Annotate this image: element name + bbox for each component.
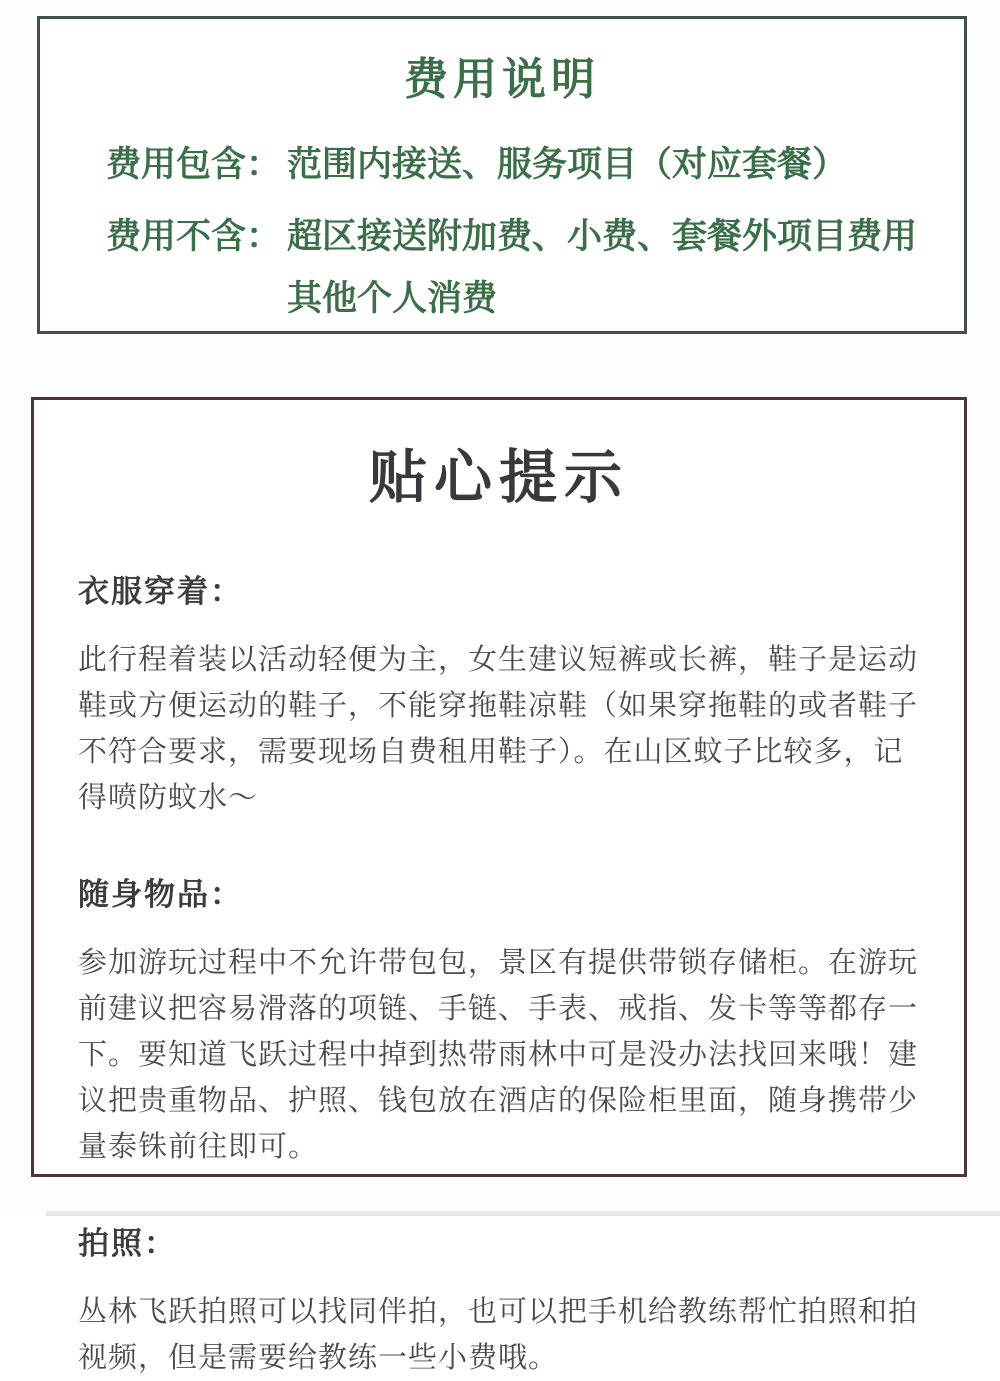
fee-excluded-label: 费用不含： [106,217,282,256]
tip-photo-body: 丛林飞跃拍照可以找同伴拍，也可以把手机给教练帮忙拍照和拍视频，但是需要给教练一些小费哦。 [78,1296,919,1374]
fee-included-content: 范围内接送、服务项目（对应套餐） [287,145,848,184]
tip-section-belongings [78,869,930,1170]
fee-excluded-content-line1: 超区接送附加费、小费、套餐外项目费用 [287,217,918,256]
tip-section-photo [78,1218,930,1381]
tip-clothing-body: 此行程着装以活动轻便为主，女生建议短裤或长裤，鞋子是运动鞋或方便运动的鞋子，不能穿拖鞋凉鞋（如果穿拖鞋的或者鞋子不符合要求，需要现场自费租用鞋子）。在山区蚊子比较多，记得喷防蚊水～ [78,644,919,814]
fee-excluded-content-line2: 其他个人消费 [287,279,498,318]
tip-section-clothing [78,566,930,821]
fee-box-title: 费用说明 [404,55,600,104]
next-section-edge [46,1211,1000,1216]
tips-box-title: 贴心提示 [368,445,629,510]
fee-included-label: 费用包含： [106,145,282,184]
tip-clothing-heading: 衣服穿着： [78,574,243,609]
fee-excluded-row [106,215,944,321]
tip-photo-heading: 拍照： [78,1226,177,1261]
tips-box [31,397,967,1374]
fee-description-box [37,16,967,334]
tip-belongings-heading: 随身物品： [78,877,243,912]
fee-included-row [106,143,944,187]
fee-excluded-content [287,215,944,321]
tip-belongings-body: 参加游玩过程中不允许带包包，景区有提供带锁存储柜。在游玩前建议把容易滑落的项链、手链、手表、戒指、发卡等等都存一下。要知道飞跃过程中掉到热带雨林中可是没办法找回来哦！建议把贵重物品、护照、钱包放在酒店的保险柜里面，随身携带少量泰铢前往即可。 [78,947,919,1163]
